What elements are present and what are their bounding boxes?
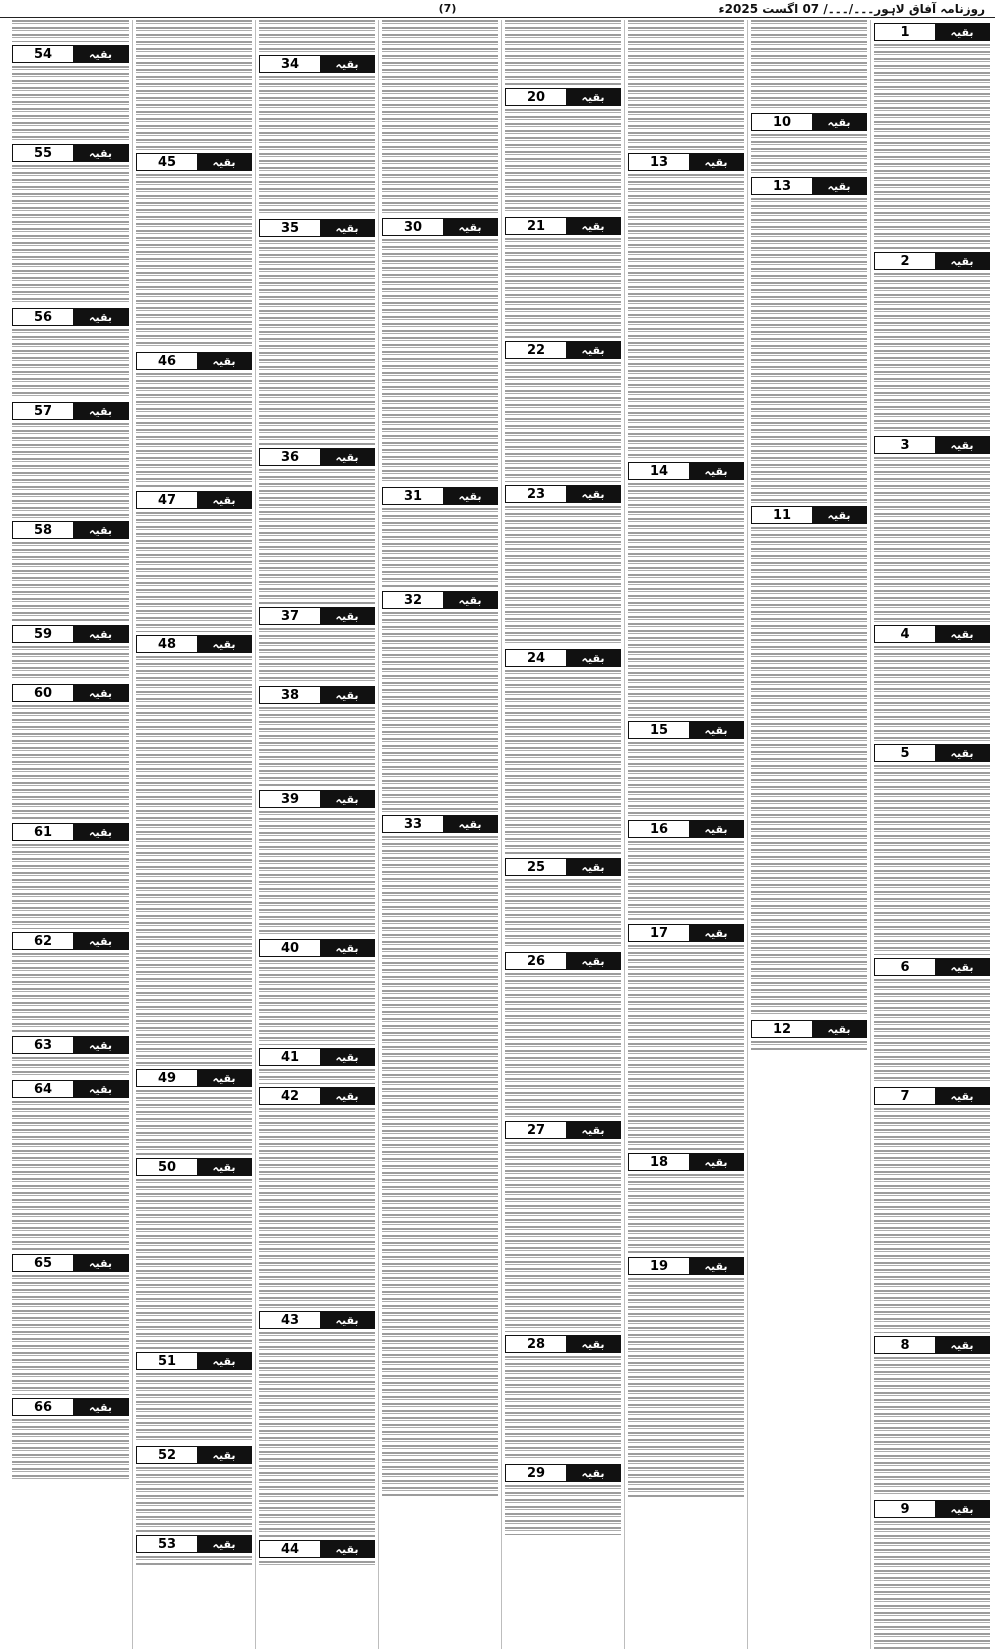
continuation-label: بقیہ xyxy=(197,1070,251,1086)
continuation-label: بقیہ xyxy=(566,486,620,502)
continuation-label: بقیہ xyxy=(689,1154,743,1170)
continuation-bar xyxy=(505,1121,621,1139)
continuation-label: بقیہ xyxy=(73,1399,128,1415)
continuation-bar xyxy=(874,23,990,41)
continuation-label: بقیہ xyxy=(73,685,128,701)
continuation-bar xyxy=(136,1158,252,1176)
continuation-text xyxy=(12,1101,129,1251)
continuation-text xyxy=(628,174,744,459)
continuation-bar xyxy=(136,635,252,653)
article-text xyxy=(628,20,744,150)
continuation-bar xyxy=(259,55,375,73)
continuation-number: 56 xyxy=(13,309,73,325)
continuation-text xyxy=(259,707,375,787)
continuation-text xyxy=(505,973,621,1118)
continuation-label: بقیہ xyxy=(566,1336,620,1352)
continuation-bar xyxy=(505,858,621,876)
continuation-number: 36 xyxy=(260,449,320,465)
continuation-text xyxy=(259,628,375,683)
continuation-number: 65 xyxy=(13,1255,73,1271)
column-4 xyxy=(501,20,624,1649)
continuation-bar xyxy=(874,252,990,270)
continuation-bar xyxy=(12,521,129,539)
continuation-label: بقیہ xyxy=(935,626,989,642)
continuation-label: بقیہ xyxy=(812,507,866,523)
continuation-bar xyxy=(505,1335,621,1353)
continuation-bar xyxy=(874,436,990,454)
continuation-number: 28 xyxy=(506,1336,566,1352)
continuation-label: بقیہ xyxy=(566,953,620,969)
continuation-text xyxy=(259,76,375,216)
continuation-text xyxy=(136,1467,252,1532)
continuation-text xyxy=(12,705,129,820)
continuation-text xyxy=(874,1521,990,1649)
continuation-label: بقیہ xyxy=(197,1353,251,1369)
continuation-number: 53 xyxy=(137,1536,197,1552)
continuation-label: بقیہ xyxy=(197,1159,251,1175)
continuation-text xyxy=(505,238,621,338)
continuation-label: بقیہ xyxy=(689,463,743,479)
continuation-number: 49 xyxy=(137,1070,197,1086)
continuation-number: 64 xyxy=(13,1081,73,1097)
continuation-label: بقیہ xyxy=(935,959,989,975)
continuation-number: 61 xyxy=(13,824,73,840)
continuation-label: بقیہ xyxy=(320,1088,374,1104)
continuation-label: بقیہ xyxy=(73,1255,128,1271)
continuation-number: 35 xyxy=(260,220,320,236)
column-5 xyxy=(378,20,501,1649)
continuation-text xyxy=(12,423,129,518)
continuation-number: 23 xyxy=(506,486,566,502)
page-number: (7) xyxy=(438,2,457,15)
continuation-number: 46 xyxy=(137,353,197,369)
continuation-bar xyxy=(382,218,498,236)
continuation-text xyxy=(505,1142,621,1332)
continuation-number: 15 xyxy=(629,722,689,738)
continuation-number: 60 xyxy=(13,685,73,701)
continuation-label: بقیہ xyxy=(689,821,743,837)
column-3 xyxy=(624,20,747,1649)
continuation-text xyxy=(874,979,990,1084)
continuation-bar xyxy=(874,744,990,762)
continuation-label: بقیہ xyxy=(320,1541,374,1557)
continuation-label: بقیہ xyxy=(73,824,128,840)
page-header xyxy=(0,0,995,18)
continuation-number: 19 xyxy=(629,1258,689,1274)
continuation-label: بقیہ xyxy=(812,1021,866,1037)
continuation-bar xyxy=(12,932,129,950)
continuation-bar xyxy=(874,625,990,643)
continuation-text xyxy=(874,765,990,955)
continuation-number: 9 xyxy=(875,1501,935,1517)
continuation-bar xyxy=(505,485,621,503)
continuation-number: 3 xyxy=(875,437,935,453)
continuation-bar xyxy=(12,1254,129,1272)
continuation-text xyxy=(136,1373,252,1443)
continuation-label: بقیہ xyxy=(566,218,620,234)
continuation-label: بقیہ xyxy=(197,1536,251,1552)
continuation-label: بقیہ xyxy=(320,56,374,72)
continuation-label: بقیہ xyxy=(443,488,497,504)
continuation-text xyxy=(136,1179,252,1349)
continuation-number: 32 xyxy=(383,592,443,608)
continuation-label: بقیہ xyxy=(566,1465,620,1481)
continuation-bar xyxy=(382,815,498,833)
continuation-text xyxy=(259,1332,375,1537)
continuation-text xyxy=(628,841,744,921)
continuation-text xyxy=(505,362,621,482)
continuation-number: 31 xyxy=(383,488,443,504)
continuation-label: بقیہ xyxy=(197,492,251,508)
continuation-number: 11 xyxy=(752,507,812,523)
column-6 xyxy=(255,20,378,1649)
continuation-number: 18 xyxy=(629,1154,689,1170)
continuation-label: بقیہ xyxy=(566,859,620,875)
continuation-text xyxy=(628,945,744,1150)
continuation-bar xyxy=(12,625,129,643)
continuation-number: 7 xyxy=(875,1088,935,1104)
continuation-bar xyxy=(12,1398,129,1416)
continuation-bar xyxy=(628,721,744,739)
continuation-label: بقیہ xyxy=(935,1501,989,1517)
continuation-bar xyxy=(259,790,375,808)
continuation-bar xyxy=(136,1352,252,1370)
continuation-bar xyxy=(505,217,621,235)
continuation-text xyxy=(874,646,990,741)
continuation-bar xyxy=(505,952,621,970)
continuation-text xyxy=(12,1057,129,1077)
continuation-text xyxy=(136,1090,252,1155)
continuation-number: 1 xyxy=(875,24,935,40)
continuation-label: بقیہ xyxy=(73,46,128,62)
continuation-bar xyxy=(874,958,990,976)
continuation-text xyxy=(751,1041,867,1051)
continuation-text xyxy=(505,109,621,214)
continuation-label: بقیہ xyxy=(443,816,497,832)
continuation-bar xyxy=(136,1446,252,1464)
continuation-number: 5 xyxy=(875,745,935,761)
continuation-bar xyxy=(628,820,744,838)
continuation-bar xyxy=(12,308,129,326)
continuation-bar xyxy=(382,487,498,505)
continuation-text xyxy=(505,670,621,855)
continuation-bar xyxy=(12,1036,129,1054)
continuation-bar xyxy=(136,491,252,509)
continuation-label: بقیہ xyxy=(443,592,497,608)
continuation-text xyxy=(259,811,375,936)
continuation-number: 4 xyxy=(875,626,935,642)
continuation-number: 43 xyxy=(260,1312,320,1328)
continuation-number: 44 xyxy=(260,1541,320,1557)
continuation-number: 2 xyxy=(875,253,935,269)
continuation-number: 57 xyxy=(13,403,73,419)
continuation-text xyxy=(382,612,498,812)
continuation-bar xyxy=(259,1048,375,1066)
continuation-bar xyxy=(136,1535,252,1553)
continuation-bar xyxy=(751,1020,867,1038)
continuation-label: بقیہ xyxy=(73,309,128,325)
continuation-label: بقیہ xyxy=(320,1049,374,1065)
continuation-number: 22 xyxy=(506,342,566,358)
continuation-number: 38 xyxy=(260,687,320,703)
continuation-bar xyxy=(259,1311,375,1329)
continuation-bar xyxy=(628,462,744,480)
continuation-label: بقیہ xyxy=(320,940,374,956)
continuation-text xyxy=(12,329,129,399)
continuation-number: 39 xyxy=(260,791,320,807)
continuation-text xyxy=(259,960,375,1045)
continuation-number: 24 xyxy=(506,650,566,666)
continuation-text xyxy=(874,1108,990,1333)
continuation-label: بقیہ xyxy=(197,1447,251,1463)
continuation-label: بقیہ xyxy=(566,650,620,666)
continuation-number: 33 xyxy=(383,816,443,832)
continuation-number: 55 xyxy=(13,145,73,161)
continuation-text xyxy=(505,1356,621,1461)
continuation-label: بقیہ xyxy=(812,178,866,194)
continuation-text xyxy=(136,373,252,488)
continuation-bar xyxy=(751,113,867,131)
continuation-bar xyxy=(136,1069,252,1087)
continuation-label: بقیہ xyxy=(73,522,128,538)
continuation-label: بقیہ xyxy=(935,253,989,269)
continuation-text xyxy=(259,469,375,604)
continuation-bar xyxy=(382,591,498,609)
article-text xyxy=(259,20,375,52)
continuation-text xyxy=(505,879,621,949)
continuation-number: 45 xyxy=(137,154,197,170)
continuation-text xyxy=(382,836,498,1496)
continuation-number: 37 xyxy=(260,608,320,624)
continuation-label: بقیہ xyxy=(197,154,251,170)
article-text xyxy=(505,20,621,85)
continuation-number: 41 xyxy=(260,1049,320,1065)
continuation-text xyxy=(874,273,990,433)
continuation-label: بقیہ xyxy=(73,933,128,949)
continuation-bar xyxy=(628,924,744,942)
continuation-text xyxy=(382,508,498,588)
continuation-text xyxy=(751,527,867,1017)
continuation-label: بقیہ xyxy=(197,353,251,369)
continuation-text xyxy=(628,483,744,718)
continuation-label: بقیہ xyxy=(566,1122,620,1138)
continuation-number: 34 xyxy=(260,56,320,72)
continuation-text xyxy=(12,844,129,929)
continuation-label: بقیہ xyxy=(73,145,128,161)
continuation-number: 51 xyxy=(137,1353,197,1369)
continuation-label: بقیہ xyxy=(689,722,743,738)
columns-container xyxy=(2,20,993,1649)
continuation-number: 26 xyxy=(506,953,566,969)
column-2 xyxy=(747,20,870,1649)
continuation-number: 27 xyxy=(506,1122,566,1138)
continuation-text xyxy=(259,1561,375,1566)
continuation-label: بقیہ xyxy=(320,791,374,807)
continuation-label: بقیہ xyxy=(566,342,620,358)
continuation-bar xyxy=(505,1464,621,1482)
continuation-number: 20 xyxy=(506,89,566,105)
continuation-label: بقیہ xyxy=(73,1037,128,1053)
continuation-number: 47 xyxy=(137,492,197,508)
continuation-bar xyxy=(628,1153,744,1171)
continuation-text xyxy=(259,1069,375,1084)
continuation-text xyxy=(874,44,990,249)
continuation-bar xyxy=(12,684,129,702)
continuation-text xyxy=(12,1275,129,1395)
continuation-number: 62 xyxy=(13,933,73,949)
continuation-text xyxy=(874,457,990,622)
continuation-text xyxy=(12,165,129,305)
continuation-number: 66 xyxy=(13,1399,73,1415)
continuation-text xyxy=(628,1278,744,1498)
continuation-bar xyxy=(751,177,867,195)
continuation-number: 10 xyxy=(752,114,812,130)
continuation-text xyxy=(751,198,867,503)
continuation-number: 8 xyxy=(875,1337,935,1353)
article-text xyxy=(382,20,498,215)
continuation-bar xyxy=(259,939,375,957)
continuation-label: بقیہ xyxy=(320,449,374,465)
continuation-number: 25 xyxy=(506,859,566,875)
continuation-bar xyxy=(505,88,621,106)
continuation-bar xyxy=(12,144,129,162)
continuation-number: 48 xyxy=(137,636,197,652)
continuation-text xyxy=(12,953,129,1033)
continuation-label: بقیہ xyxy=(320,687,374,703)
continuation-number: 13 xyxy=(752,178,812,194)
continuation-text xyxy=(12,66,129,141)
continuation-label: بقیہ xyxy=(935,1088,989,1104)
masthead: روزنامہ آفاق لاہور۔۔۔/۔۔۔/ 07 اگست 2025ء xyxy=(718,1,985,16)
continuation-label: بقیہ xyxy=(935,437,989,453)
continuation-bar xyxy=(874,1500,990,1518)
continuation-bar xyxy=(12,1080,129,1098)
continuation-label: بقیہ xyxy=(812,114,866,130)
continuation-bar xyxy=(12,45,129,63)
continuation-bar xyxy=(628,1257,744,1275)
article-text xyxy=(12,20,129,42)
continuation-bar xyxy=(136,153,252,171)
continuation-text xyxy=(136,1556,252,1566)
continuation-text xyxy=(12,646,129,681)
continuation-label: بقیہ xyxy=(73,626,128,642)
continuation-label: بقیہ xyxy=(935,745,989,761)
continuation-text xyxy=(382,239,498,484)
continuation-bar xyxy=(628,153,744,171)
continuation-text xyxy=(259,240,375,445)
continuation-bar xyxy=(259,1087,375,1105)
continuation-bar xyxy=(259,219,375,237)
continuation-number: 50 xyxy=(137,1159,197,1175)
continuation-bar xyxy=(505,649,621,667)
continuation-number: 54 xyxy=(13,46,73,62)
continuation-number: 30 xyxy=(383,219,443,235)
continuation-label: بقیہ xyxy=(566,89,620,105)
continuation-number: 6 xyxy=(875,959,935,975)
continuation-number: 42 xyxy=(260,1088,320,1104)
article-text xyxy=(136,20,252,150)
continuation-number: 13 xyxy=(629,154,689,170)
article-text xyxy=(751,20,867,110)
continuation-text xyxy=(259,1108,375,1308)
continuation-label: بقیہ xyxy=(320,1312,374,1328)
continuation-label: بقیہ xyxy=(443,219,497,235)
continuation-label: بقیہ xyxy=(689,1258,743,1274)
continuation-number: 14 xyxy=(629,463,689,479)
continuation-text xyxy=(751,134,867,174)
continuation-number: 59 xyxy=(13,626,73,642)
continuation-label: بقیہ xyxy=(935,1337,989,1353)
continuation-number: 16 xyxy=(629,821,689,837)
continuation-bar xyxy=(259,1540,375,1558)
continuation-label: بقیہ xyxy=(73,403,128,419)
continuation-number: 17 xyxy=(629,925,689,941)
continuation-bar xyxy=(751,506,867,524)
continuation-label: بقیہ xyxy=(197,636,251,652)
continuation-bar xyxy=(874,1336,990,1354)
continuation-text xyxy=(628,742,744,817)
continuation-bar xyxy=(12,823,129,841)
column-8 xyxy=(9,20,132,1649)
continuation-number: 12 xyxy=(752,1021,812,1037)
continuation-text xyxy=(628,1174,744,1254)
continuation-text xyxy=(505,506,621,646)
continuation-text xyxy=(505,1485,621,1535)
continuation-text xyxy=(12,542,129,622)
continuation-bar xyxy=(505,341,621,359)
continuation-number: 40 xyxy=(260,940,320,956)
continuation-text xyxy=(874,1357,990,1497)
continuation-label: بقیہ xyxy=(73,1081,128,1097)
continuation-text xyxy=(136,512,252,632)
column-1 xyxy=(870,20,993,1649)
continuation-number: 29 xyxy=(506,1465,566,1481)
continuation-label: بقیہ xyxy=(689,154,743,170)
continuation-number: 58 xyxy=(13,522,73,538)
continuation-bar xyxy=(874,1087,990,1105)
continuation-label: بقیہ xyxy=(320,220,374,236)
continuation-label: بقیہ xyxy=(689,925,743,941)
continuation-bar xyxy=(259,448,375,466)
continuation-number: 63 xyxy=(13,1037,73,1053)
continuation-bar xyxy=(259,607,375,625)
continuation-number: 52 xyxy=(137,1447,197,1463)
continuation-bar xyxy=(136,352,252,370)
continuation-text xyxy=(136,656,252,1066)
continuation-bar xyxy=(12,402,129,420)
continuation-label: بقیہ xyxy=(935,24,989,40)
continuation-text xyxy=(136,174,252,349)
continuation-text xyxy=(12,1419,129,1479)
continuation-bar xyxy=(259,686,375,704)
column-7 xyxy=(132,20,255,1649)
continuation-number: 21 xyxy=(506,218,566,234)
continuation-label: بقیہ xyxy=(320,608,374,624)
